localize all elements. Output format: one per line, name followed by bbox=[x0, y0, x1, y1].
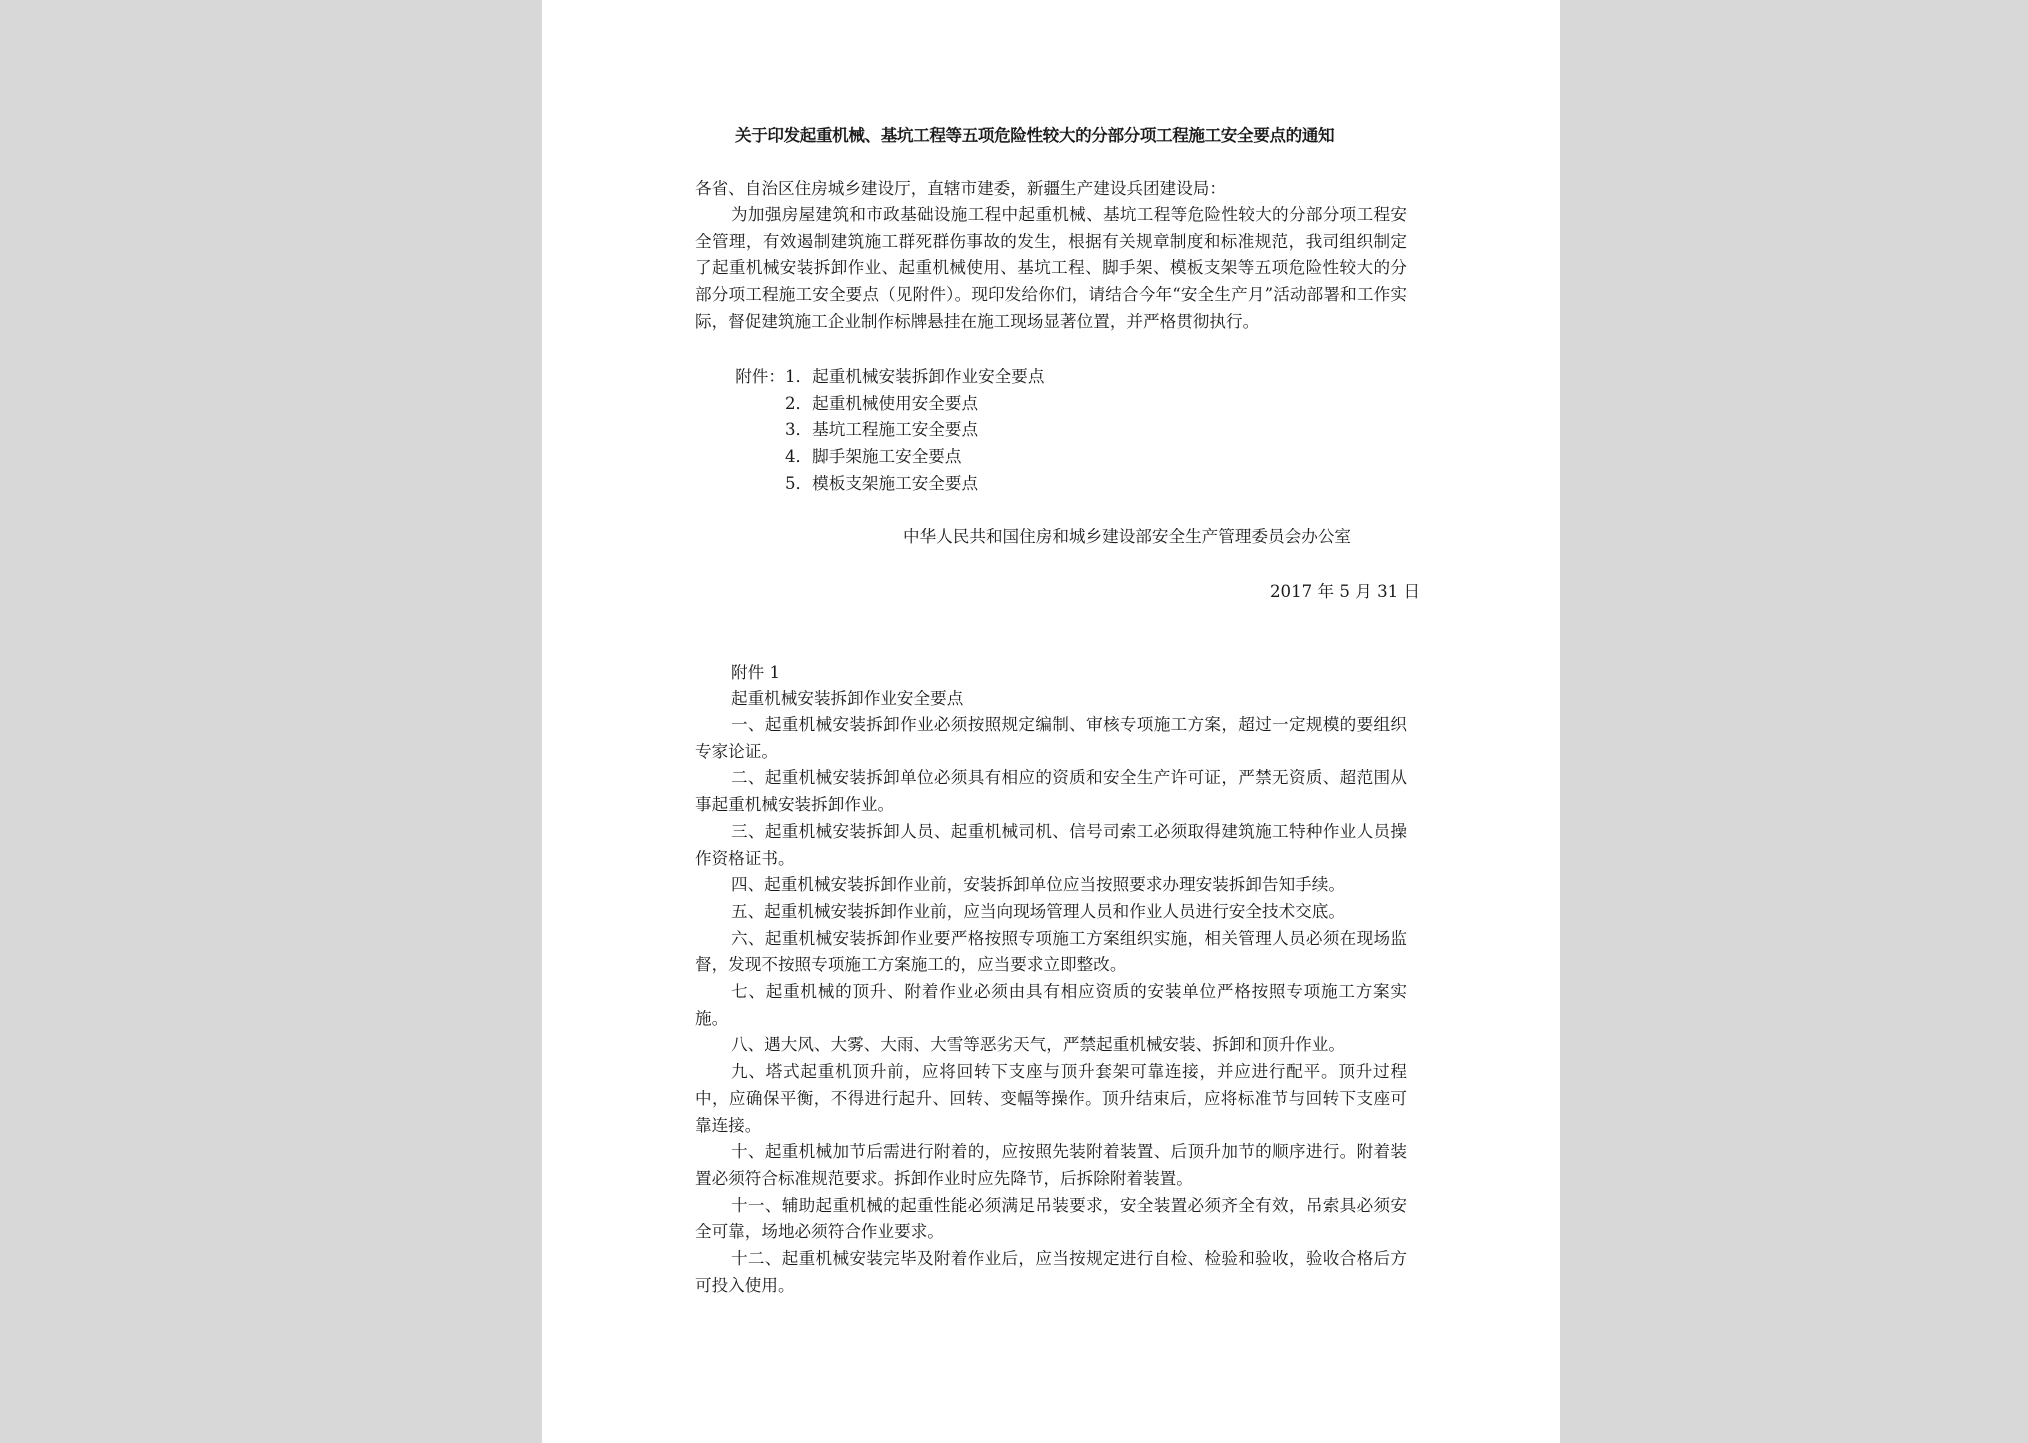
annex-item: 四、起重机械安装拆卸作业前，安装拆卸单位应当按照要求办理安装拆卸告知手续。 bbox=[731, 875, 1345, 895]
annex-items bbox=[695, 712, 1407, 1299]
attachment-row bbox=[695, 444, 1407, 471]
annex-item: 六、起重机械安装拆卸作业要严格按照专项施工方案组织实施，相关管理人员必须在现场监督，发现不按照专项施工方案施工的，应当要求立即整改。 bbox=[695, 928, 1407, 975]
attachment-item: 5．模板支架施工安全要点 bbox=[785, 473, 979, 493]
intro-text: 为加强房屋建筑和市政基础设施工程中起重机械、基坑工程等危险性较大的分部分项工程安全管理，有效遏制建筑施工群死群伤事故的发生，根据有关规章制度和标准规范，我司组织制定了起重机械安装拆卸作业、起重机械使用、基坑工程、脚手架、模板支架等五项危险性较大的分部分项工程施工安全要点（见附件）。现印发给你们，请结合今年“安全生产月”活动部署和工作实际，督促建筑施工企业制作标牌悬挂在施工现场显著位置，并严格贯彻执行。 bbox=[695, 205, 1407, 331]
attachment-row bbox=[695, 391, 1407, 418]
issuer-signature: 中华人民共和国住房和城乡建设部安全生产管理委员会办公室 bbox=[903, 527, 1352, 546]
document-page bbox=[542, 0, 1560, 1443]
attachment-item: 2．起重机械使用安全要点 bbox=[785, 393, 979, 413]
annex-item: 一、起重机械安装拆卸作业必须按照规定编制、审核专项施工方案，超过一定规模的要组织专家论证。 bbox=[695, 715, 1407, 761]
addressee bbox=[695, 176, 1407, 203]
annex-item: 五、起重机械安装拆卸作业前，应当向现场管理人员和作业人员进行安全技术交底。 bbox=[731, 901, 1345, 921]
attachment-row bbox=[695, 471, 1407, 498]
annex-label: 附件 1 bbox=[731, 663, 781, 682]
annex-item: 七、起重机械的顶升、附着作业必须由具有相应资质的安装单位严格按照专项施工方案实施。 bbox=[695, 982, 1407, 1028]
intro-paragraph bbox=[695, 202, 1407, 336]
attachment-item: 1．起重机械安装拆卸作业安全要点 bbox=[785, 367, 1045, 386]
annex-item: 十一、辅助起重机械的起重性能必须满足吊装要求，安全装置必须齐全有效，吊索具必须安全可靠，场地必须符合作业要求。 bbox=[695, 1195, 1407, 1242]
annex-item: 十二、起重机械安装完毕及附着作业后，应当按规定进行自检、检验和验收，验收合格后方可投入使用。 bbox=[695, 1249, 1407, 1295]
annex-item: 十、起重机械加节后需进行附着的，应按照先装附着装置、后顶升加节的顺序进行。附着装置必须符合标准规范要求。拆卸作业时应先降节，后拆除附着装置。 bbox=[695, 1142, 1407, 1188]
attachments-list bbox=[695, 364, 1407, 497]
attachment-item: 3．基坑工程施工安全要点 bbox=[785, 420, 979, 440]
annex-item: 二、起重机械安装拆卸单位必须具有相应的资质和安全生产许可证，严禁无资质、超范围从事起重机械安装拆卸作业。 bbox=[695, 768, 1407, 815]
annex-item: 三、起重机械安装拆卸人员、起重机械司机、信号司索工必须取得建筑施工特种作业人员操作资格证书。 bbox=[695, 821, 1407, 868]
attachment-row bbox=[695, 417, 1407, 444]
annex-title: 起重机械安装拆卸作业安全要点 bbox=[731, 689, 964, 708]
attachment-item: 4．脚手架施工安全要点 bbox=[785, 447, 962, 467]
issue-date: 2017 年 5 月 31 日 bbox=[1270, 582, 1421, 601]
addressee-text: 各省、自治区住房城乡建设厅，直辖市建委，新疆生产建设兵团建设局： bbox=[695, 179, 1226, 198]
annex-item: 九、塔式起重机顶升前，应将回转下支座与顶升套架可靠连接，并应进行配平。顶升过程中，应确保平衡，不得进行起升、回转、变幅等操作。顶升结束后，应将标准节与回转下支座可靠连接。 bbox=[695, 1062, 1407, 1135]
annex-item: 八、遇大风、大雾、大雨、大雪等恶劣天气，严禁起重机械安装、拆卸和顶升作业。 bbox=[731, 1035, 1345, 1055]
attachment-row bbox=[695, 364, 1407, 391]
document-title: 关于印发起重机械、基坑工程等五项危险性较大的分部分项工程施工安全要点的通知 bbox=[735, 125, 1335, 145]
attachments-lead: 附件： bbox=[735, 367, 785, 386]
